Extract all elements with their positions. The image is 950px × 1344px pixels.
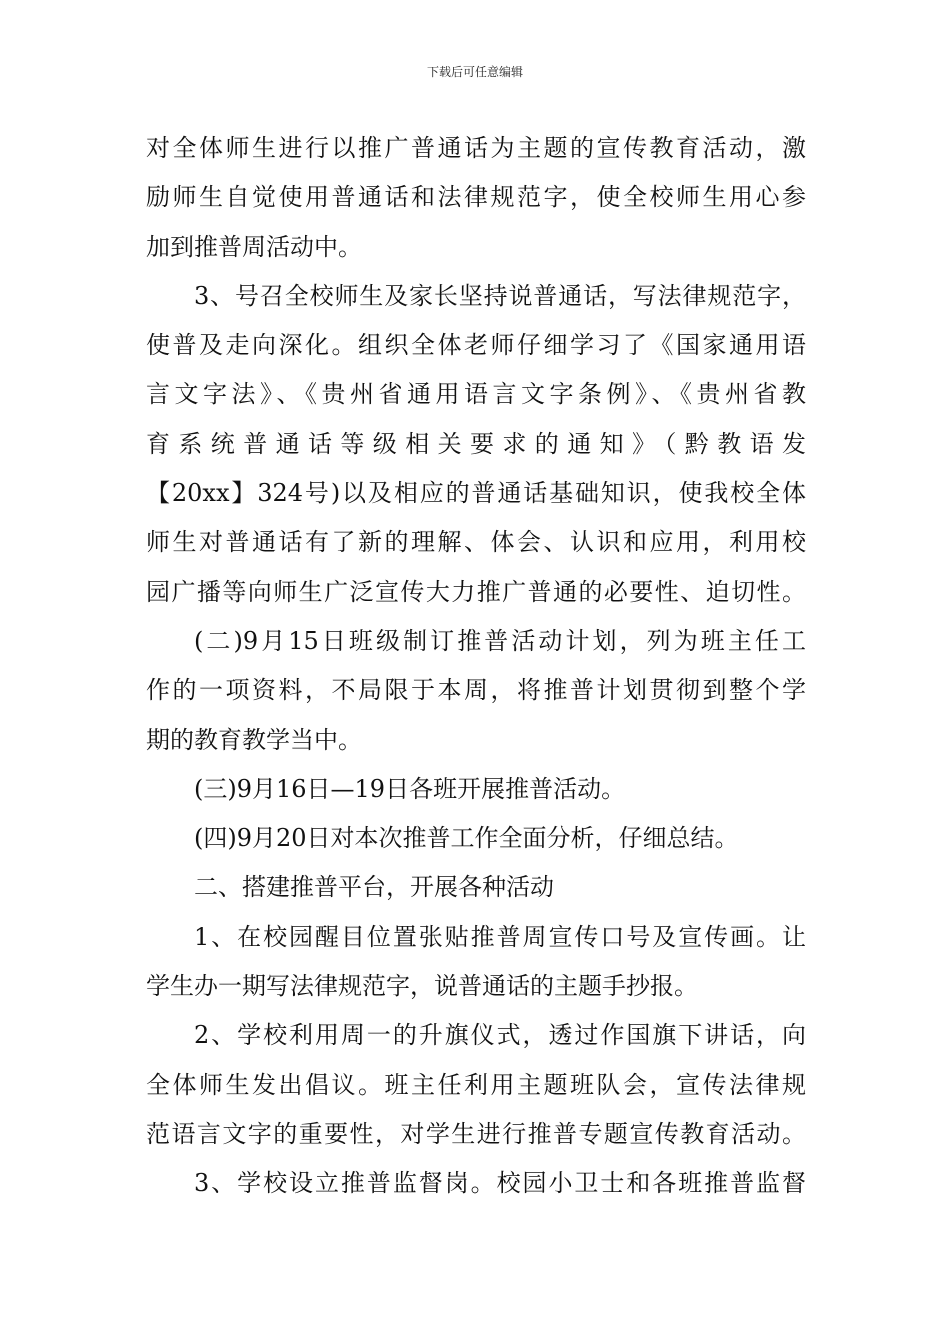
- text-line: 【20xx】324号)以及相应的普通话基础知识，使我校全体: [146, 479, 806, 508]
- text-line: (三)9月16日—19日各班开展推普活动。: [194, 774, 626, 803]
- text-line: 作的一项资料，不局限于本周，将推普计划贯彻到整个学: [146, 676, 806, 705]
- text-line: 育系统普通话等级相关要求的通知》（黔教语发: [146, 429, 806, 458]
- text-line: 言文字法》、《贵州省通用语言文字条例》、《贵州省教: [146, 380, 806, 409]
- text-line: 3、学校设立推普监督岗。校园小卫士和各班推普监督: [194, 1169, 806, 1198]
- text-line: 期的教育教学当中。: [146, 725, 362, 754]
- text-line: 全体师生发出倡议。班主任利用主题班队会，宣传法律规: [146, 1070, 806, 1099]
- text-line: (四)9月20日对本次推普工作全面分析，仔细总结。: [194, 824, 739, 853]
- text-line: 范语言文字的重要性，对学生进行推普专题宣传教育活动。: [146, 1119, 806, 1148]
- text-line: 1、在校园醒目位置张贴推普周宣传口号及宣传画。让: [194, 922, 806, 951]
- text-line: 园广播等向师生广泛宣传大力推广普通的必要性、迫切性。: [146, 577, 806, 606]
- text-line: 励师生自觉使用普通话和法律规范字，使全校师生用心参: [146, 183, 806, 212]
- text-line: 对全体师生进行以推广普通话为主题的宣传教育活动，激: [146, 134, 806, 162]
- document-body: [146, 124, 806, 1209]
- text-line: (二)9月15日班级制订推普活动计划，列为班主任工: [194, 626, 806, 655]
- page-header-note: 下载后可任意编辑: [426, 65, 523, 79]
- text-line: 3、号召全校师生及家长坚持说普通话，写法律规范字，: [194, 281, 806, 310]
- text-line: 学生办一期写法律规范字，说普通话的主题手抄报。: [146, 972, 698, 1001]
- text-line: 二、搭建推普平台，开展各种活动: [194, 873, 554, 902]
- text-line: 2、学校利用周一的升旗仪式，透过作国旗下讲话，向: [194, 1021, 806, 1050]
- text-line: 加到推普周活动中。: [146, 232, 362, 261]
- text-line: 使普及走向深化。组织全体老师仔细学习了《国家通用语: [146, 331, 806, 360]
- text-line: 师生对普通话有了新的理解、体会、认识和应用，利用校: [146, 528, 806, 557]
